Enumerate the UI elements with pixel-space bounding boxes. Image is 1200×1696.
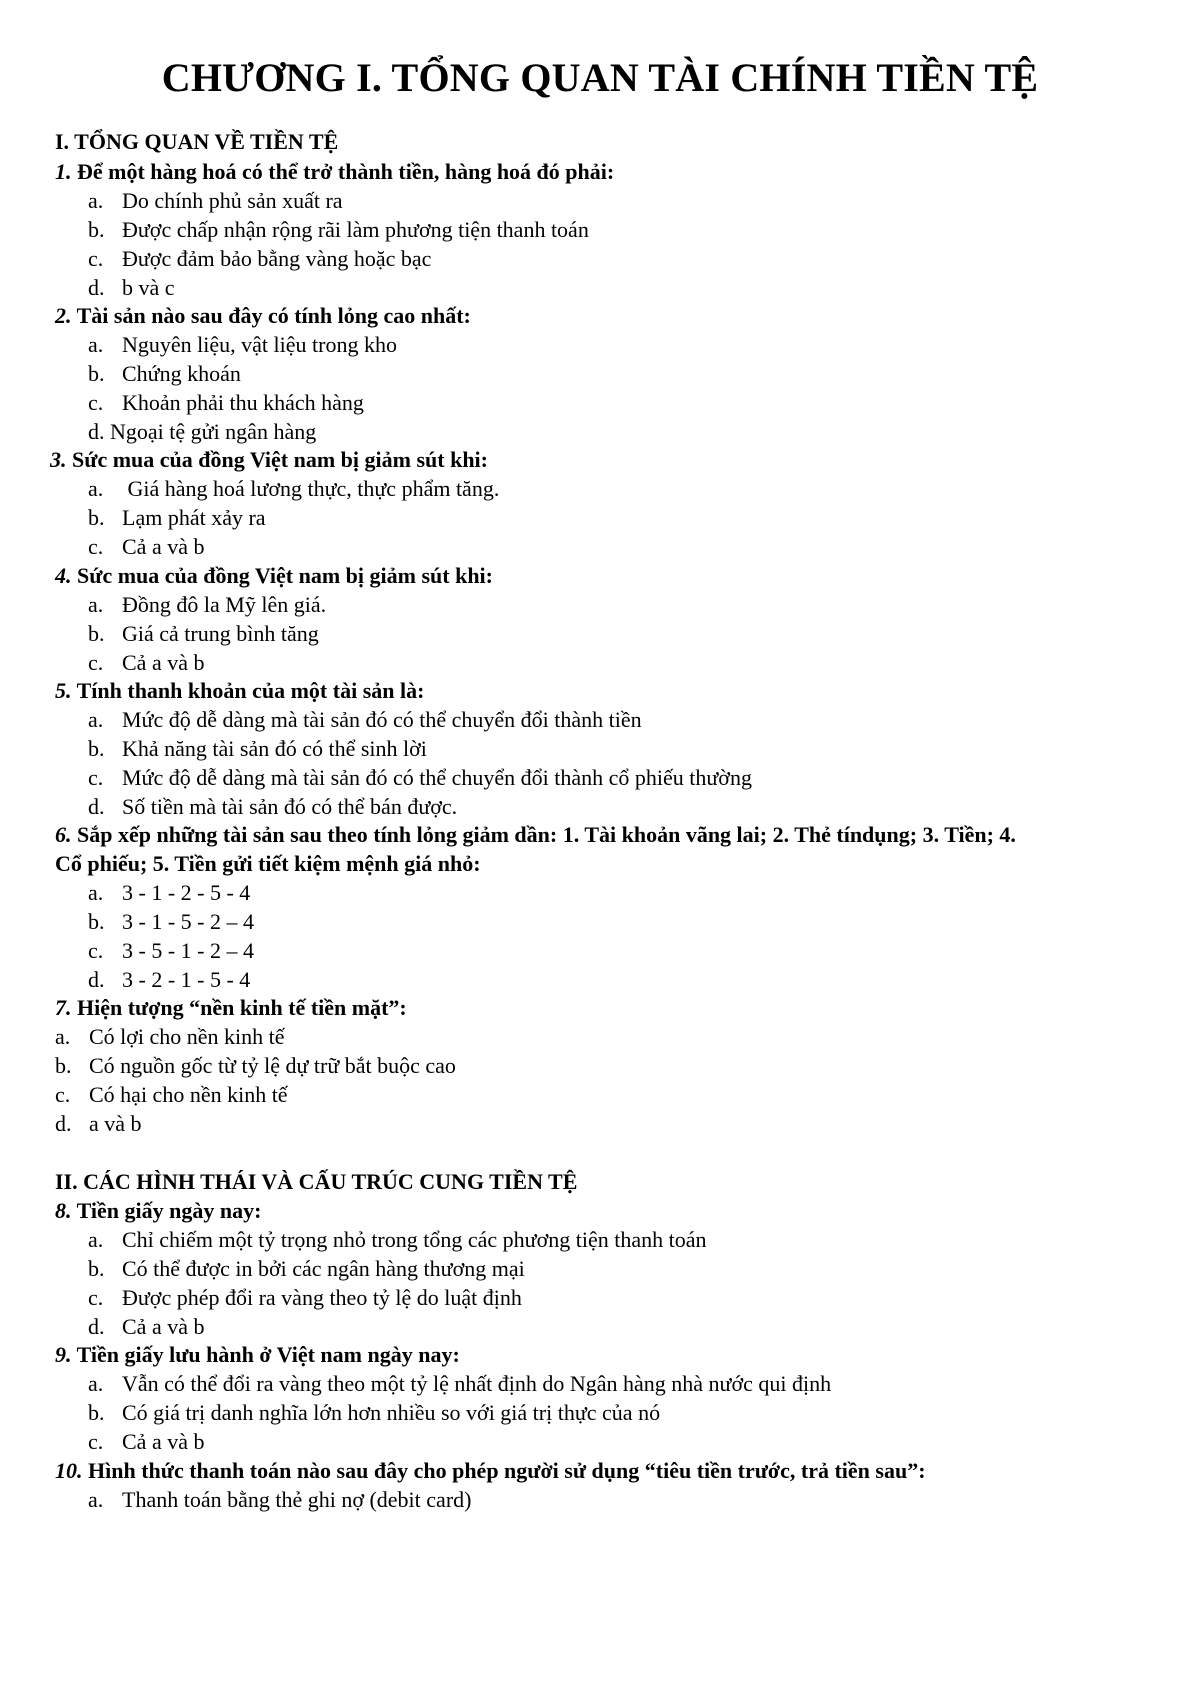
question-text: Tính thanh khoản của một tài sản là: [76, 678, 425, 703]
question-4 [55, 562, 493, 590]
option: b. Được chấp nhận rộng rãi làm phương tiện thanh toán [88, 217, 589, 242]
question-text: Sức mua của đồng Việt nam bị giảm sút khi: [77, 563, 493, 588]
question-7 [55, 994, 407, 1022]
question-number: 1. [55, 159, 72, 184]
question-number: 8. [55, 1198, 72, 1223]
option: c. 3 - 5 - 1 - 2 – 4 [88, 938, 254, 963]
option: c. Cả a và b [88, 650, 205, 675]
option: d. Ngoại tệ gửi ngân hàng [88, 419, 317, 444]
option: b. Có thể được in bởi các ngân hàng thương mại [88, 1256, 525, 1281]
option: b. Chứng khoán [88, 361, 241, 386]
question-text: Sức mua của đồng Việt nam bị giảm sút khi: [72, 447, 488, 472]
option: a. Nguyên liệu, vật liệu trong kho [88, 332, 397, 357]
question-number: 4. [55, 563, 72, 588]
section-heading: II. CÁC HÌNH THÁI VÀ CẤU TRÚC CUNG TIỀN TỆ [55, 1169, 578, 1194]
option: c. Được đảm bảo bằng vàng hoặc bạc [88, 246, 432, 271]
question-2 [55, 302, 471, 330]
question-number: 7. [55, 995, 72, 1020]
option: a. Giá hàng hoá lương thực, thực phẩm tăng. [88, 476, 500, 501]
question-number: 2. [55, 303, 72, 328]
option: a. Chỉ chiếm một tỷ trọng nhỏ trong tổng các phương tiện thanh toán [88, 1227, 707, 1252]
option: d. Cả a và b [88, 1314, 205, 1339]
option: d. b và c [88, 275, 175, 300]
question-text: Hình thức thanh toán nào sau đây cho phép người sử dụng “tiêu tiền trước, trả tiền sau”: [88, 1458, 926, 1483]
option: d. a và b [55, 1111, 142, 1136]
question-number: 6. [55, 822, 72, 847]
option: d. Số tiền mà tài sản đó có thể bán được. [88, 794, 458, 819]
option: b. Khả năng tài sản đó có thể sinh lời [88, 736, 427, 761]
option: c. Cả a và b [88, 534, 205, 559]
question-number: 5. [55, 678, 72, 703]
option: a. Thanh toán bằng thẻ ghi nợ (debit card) [88, 1487, 472, 1512]
option: a. Mức độ dễ dàng mà tài sản đó có thể chuyển đổi thành tiền [88, 707, 642, 732]
question-text: Để một hàng hoá có thể trở thành tiền, hàng hoá đó phải: [77, 159, 615, 184]
question-text: Sắp xếp những tài sản sau theo tính lỏng giảm dần: 1. Tài khoản vãng lai; 2. Thẻ tíndụng; 3. Tiền; 4. [77, 822, 1016, 847]
chapter-title: CHƯƠNG I. TỔNG QUAN TÀI CHÍNH TIỀN TỆ [161, 55, 1039, 100]
question-text: Tài sản nào sau đây có tính lỏng cao nhất: [76, 303, 471, 328]
question-6-continued: Cổ phiếu; 5. Tiền gửi tiết kiệm mệnh giá nhỏ: [55, 851, 481, 876]
option: c. Mức độ dễ dàng mà tài sản đó có thể chuyển đổi thành cổ phiếu thường [88, 765, 752, 790]
option: b. Giá cả trung bình tăng [88, 621, 319, 646]
option: b. 3 - 1 - 5 - 2 – 4 [88, 909, 254, 934]
option: a. 3 - 1 - 2 - 5 - 4 [88, 880, 251, 905]
question-text: Hiện tượng “nền kinh tế tiền mặt”: [77, 995, 407, 1020]
option: a. Có lợi cho nền kinh tế [55, 1024, 285, 1049]
option: c. Khoản phải thu khách hàng [88, 390, 364, 415]
question-6 [55, 821, 1016, 849]
question-1 [55, 158, 614, 186]
question-number: 10. [55, 1458, 83, 1483]
question-5 [55, 677, 424, 705]
option: b. Lạm phát xảy ra [88, 505, 266, 530]
option: b. Có nguồn gốc từ tỷ lệ dự trữ bắt buộc cao [55, 1053, 456, 1078]
question-number: 3. [50, 447, 67, 472]
question-9 [55, 1341, 460, 1369]
option: a. Vẫn có thể đổi ra vàng theo một tỷ lệ nhất định do Ngân hàng nhà nước qui định [88, 1371, 832, 1396]
question-3 [50, 446, 488, 474]
option: b. Có giá trị danh nghĩa lớn hơn nhiều so với giá trị thực của nó [88, 1400, 661, 1425]
option: c. Được phép đổi ra vàng theo tỷ lệ do luật định [88, 1285, 522, 1310]
question-text: Tiền giấy ngày nay: [76, 1198, 262, 1223]
option: a. Do chính phủ sản xuất ra [88, 188, 343, 213]
option: c. Cả a và b [88, 1429, 205, 1454]
option: a. Đồng đô la Mỹ lên giá. [88, 592, 327, 617]
question-10 [55, 1457, 926, 1485]
section-heading: I. TỔNG QUAN VỀ TIỀN TỆ [55, 129, 339, 154]
question-text: Tiền giấy lưu hành ở Việt nam ngày nay: [76, 1342, 460, 1367]
option: c. Có hại cho nền kinh tế [55, 1082, 288, 1107]
question-number: 9. [55, 1342, 72, 1367]
question-8 [55, 1197, 261, 1225]
option: d. 3 - 2 - 1 - 5 - 4 [88, 967, 251, 992]
